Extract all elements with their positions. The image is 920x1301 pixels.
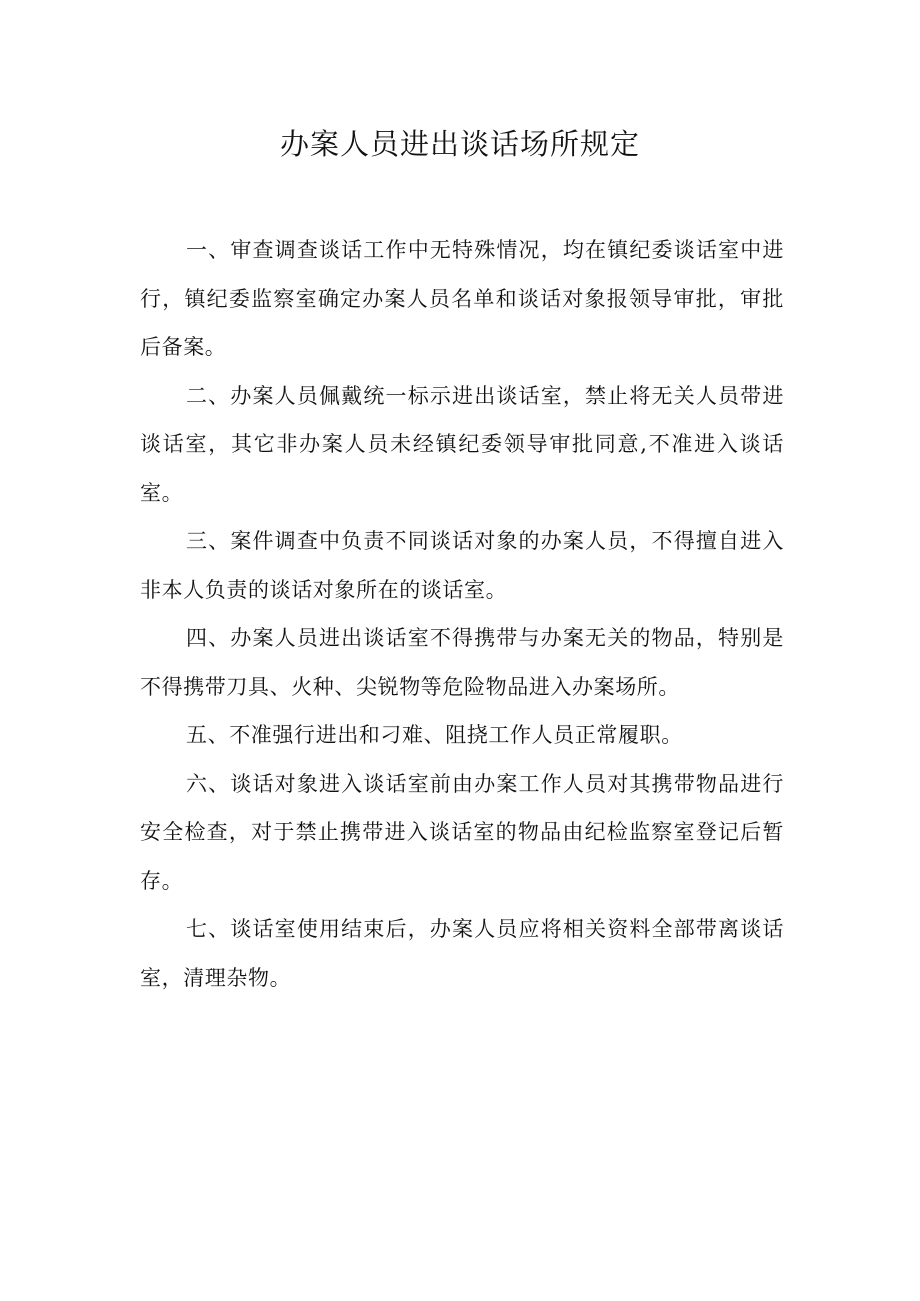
paragraph-1: 一、审查调查谈话工作中无特殊情况，均在镇纪委谈话室中进行，镇纪委监察室确定办案人员名单和谈话对象报领导审批，审批后备案。	[140, 238, 784, 359]
paragraph-4: 四、办案人员进出谈话室不得携带与办案无关的物品，特别是不得携带刀具、火种、尖锐物等危险物品进入办案场所。	[140, 626, 784, 699]
paragraph-2: 二、办案人员佩戴统一标示进出谈话室，禁止将无关人员带进谈话室，其它非办案人员未经镇纪委领导审批同意,不准进入谈话室。	[140, 383, 784, 505]
paragraph-6: 六、谈话对象进入谈话室前由办案工作人员对其携带物品进行安全检查，对于禁止携带进入谈话室的物品由纪检监察室登记后暂存。	[140, 771, 784, 893]
paragraph-5: 五、不准强行进出和刁难、阻挠工作人员正常履职。	[186, 723, 683, 747]
document-body	[140, 226, 784, 1002]
document-title: 办案人员进出谈话场所规定	[279, 127, 640, 161]
paragraph-3: 三、案件调查中负责不同谈话对象的办案人员，不得擅自进入非本人负责的谈话对象所在的谈话室。	[140, 529, 784, 602]
paragraph-7: 七、谈话室使用结束后，办案人员应将相关资料全部带离谈话室，清理杂物。	[140, 917, 784, 990]
